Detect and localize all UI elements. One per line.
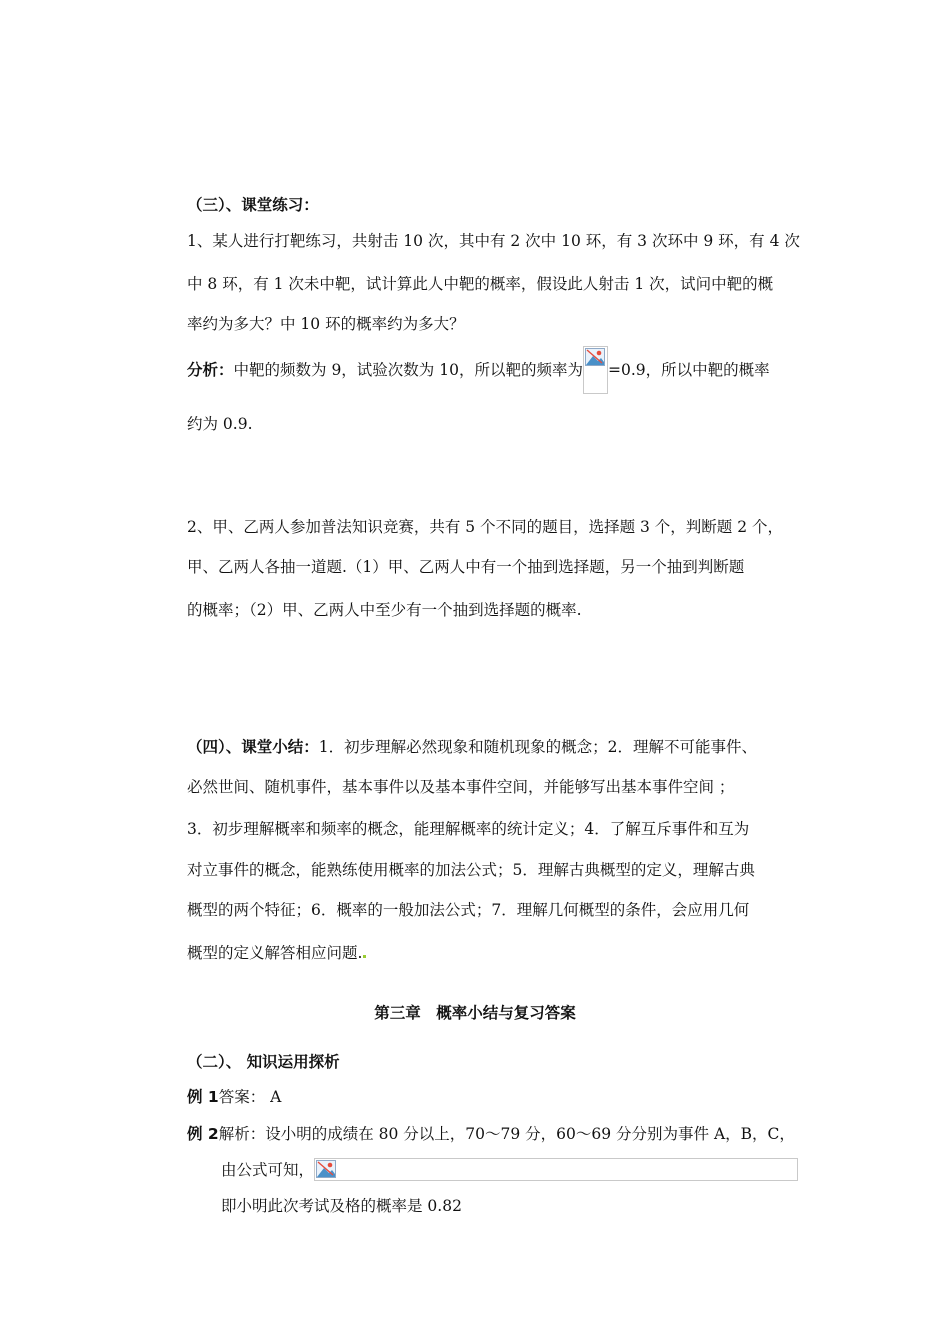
question-2-line-3: 的概率；（2）甲、乙两人中至少有一个抽到选择题的概率. xyxy=(187,601,582,619)
example-2 xyxy=(187,1124,795,1144)
question-1-line-1: 1、某人进行打靶练习，共射击 10 次，其中有 2 次中 10 环，有 3 次环中 9 环，有 4 次 xyxy=(187,232,800,250)
example-1 xyxy=(187,1087,281,1107)
summary-line-6: 概型的定义解答相应问题. xyxy=(187,944,363,962)
summary-line-2: 必然世间、随机事件，基本事件以及基本事件空间，并能够写出基本事件空间 ； xyxy=(187,778,735,796)
formula-image-wide xyxy=(314,1158,798,1181)
section-heading-summary: （四）、课堂小结： xyxy=(187,738,319,756)
answers-title: 第三章 概率小结与复习答案 xyxy=(374,1004,576,1022)
summary-line-3: 3．初步理解概率和频率的概念，能理解概率的统计定义；4．了解互斥事件和互为 xyxy=(187,820,750,838)
example-1-label: 例 1 xyxy=(187,1088,219,1106)
summary-line-6-wrap xyxy=(187,943,366,963)
summary-line-1 xyxy=(187,737,757,757)
analysis-line-2: 约为 0.9. xyxy=(187,415,253,433)
broken-image-icon xyxy=(585,348,605,366)
example-2-label: 例 2 xyxy=(187,1125,219,1143)
example-2-line-2 xyxy=(221,1160,798,1181)
summary-line-1-text: 1．初步理解必然现象和随机现象的概念；2．理解不可能事件、 xyxy=(318,738,757,756)
analysis-text-before: 中靶的频数为 9，试验次数为 10，所以靶的频率为 xyxy=(233,361,583,379)
green-marker xyxy=(363,955,366,958)
question-1-line-3: 率约为多大？中 10 环的概率约为多大？ xyxy=(187,315,465,333)
question-2-line-2: 甲、乙两人各抽一道题.（1）甲、乙两人中有一个抽到选择题，另一个抽到判断题 xyxy=(187,558,745,576)
example-2-text: 解析：设小明的成绩在 80 分以上，70～79 分，60～69 分分别为事件 A，B，C， xyxy=(218,1125,795,1143)
question-2-line-1: 2、甲、乙两人参加普法知识竞赛，共有 5 个不同的题目，选择题 3 个，判断题 2 个， xyxy=(187,518,784,536)
analysis-label: 分析： xyxy=(187,361,234,379)
example-1-text: 答案： A xyxy=(218,1088,282,1106)
broken-image-icon xyxy=(316,1160,336,1178)
analysis-line-1 xyxy=(187,360,770,394)
example-2-line-3: 即小明此次考试及格的概率是 0.82 xyxy=(221,1197,462,1215)
formula-image xyxy=(583,346,608,394)
answers-subheading: （二）、 知识运用探析 xyxy=(187,1053,340,1071)
section-heading-practice: （三）、课堂练习： xyxy=(187,196,319,214)
summary-line-5: 概型的两个特征；6．概率的一般加法公式；7．理解几何概型的条件，会应用几何 xyxy=(187,901,750,919)
example-2-formula-lead: 由公式可知， xyxy=(221,1161,315,1179)
summary-line-4: 对立事件的概念，能熟练使用概率的加法公式；5．理解古典概型的定义，理解古典 xyxy=(187,861,755,879)
question-1-line-2: 中 8 环，有 1 次未中靶，试计算此人中靶的概率，假设此人射击 1 次，试问中靶的概 xyxy=(187,275,774,293)
analysis-text-after: =0.9，所以中靶的概率 xyxy=(607,361,770,379)
